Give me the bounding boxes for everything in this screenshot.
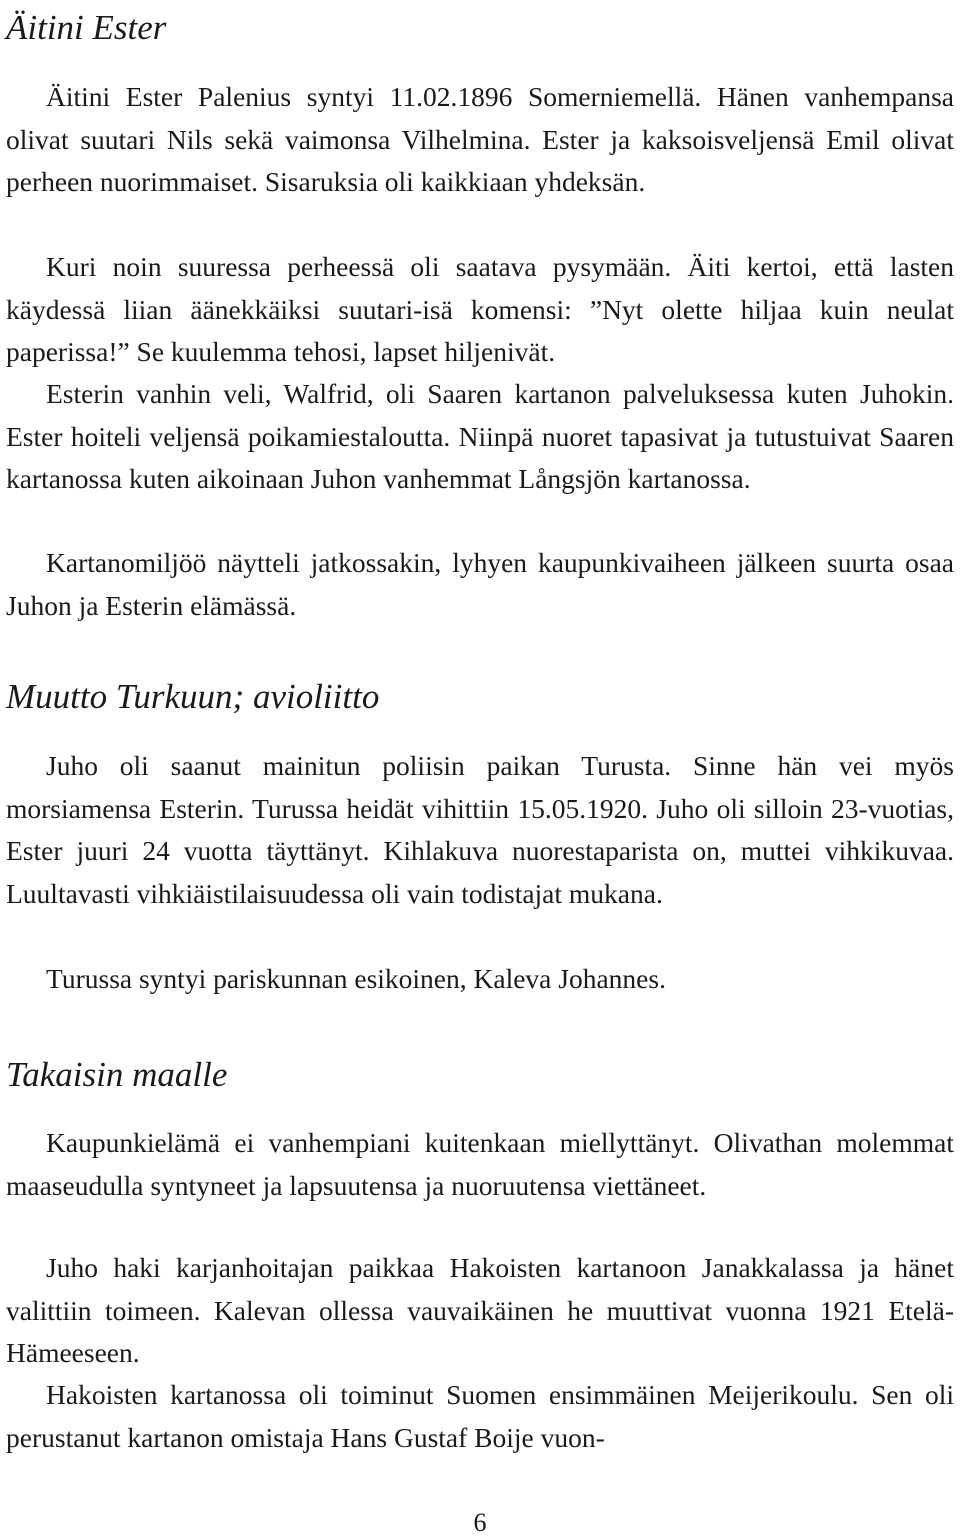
section-heading-muutto-turkuun: Muutto Turkuun; avioliitto xyxy=(6,677,380,716)
section-heading-aitini-ester: Äitini Ester xyxy=(6,8,167,47)
paragraph-city-life: Kaupunkielämä ei vanhempiani kuitenkaan miellyttänyt. Olivathan molemmat maaseudulla syntyneet ja lapsuutensa ja nuoruutensa viettäneet. xyxy=(6,1127,954,1201)
paragraph-hakoinen-job: Juho haki karjanhoitajan paikkaa Hakoisten kartanoon Janakkalassa ja hänet valittiin toimeen. Kalevan ollessa vauvaikäinen he muuttivat vuonna 1921 Etelä-Hämeeseen. xyxy=(6,1252,954,1369)
paragraph-manor-milieu: Kartanomiljöö näytteli jatkossakin, lyhyen kaupunkivaiheen jälkeen suurta osaa Juhon ja Esterin elämässä. xyxy=(6,547,954,621)
section-heading-takaisin-maalle: Takaisin maalle xyxy=(6,1055,228,1094)
paragraph-walfrid: Esterin vanhin veli, Walfrid, oli Saaren kartanon palveluksessa kuten Juhokin. Ester hoiteli veljensä poikamiestaloutta. Niinpä nuoret tapasivat ja tutustuivat Saaren kartanossa kuten aikoinaan Juhon vanhemmat Långsjön kartanossa. xyxy=(6,378,954,495)
paragraph-firstborn: Turussa syntyi pariskunnan esikoinen, Kaleva Johannes. xyxy=(46,963,666,994)
paragraph-dairy-school: Hakoisten kartanossa oli toiminut Suomen ensimmäinen Meijerikoulu. Sen oli perustanut kartanon omistaja Hans Gustaf Boije vuon- xyxy=(6,1379,954,1453)
paragraph-discipline: Kuri noin suuressa perheessä oli saatava pysymään. Äiti kertoi, että lasten käydessä liian äänekkäiksi suutari-isä komensi: ”Nyt olette hiljaa kuin neulat paperissa!” Se kuulemma tehosi, lapset hiljenivät. xyxy=(6,251,954,368)
paragraph-turku-wedding: Juho oli saanut mainitun poliisin paikan Turusta. Sinne hän vei myös morsiamensa Esterin. Turussa heidät vihittiin 15.05.1920. Juho oli silloin 23-vuotias, Ester juuri 24 vuotta täyttänyt. Kihlakuva nuorestaparista on, muttei vihkikuvaa. Luultavasti vihkiäistilaisuudessa oli vain todistajat mukana. xyxy=(6,750,954,909)
page-number: 6 xyxy=(473,1508,487,1537)
paragraph-birth: Äitini Ester Palenius syntyi 11.02.1896 Somerniemellä. Hänen vanhempansa olivat suutari Nils sekä vaimonsa Vilhelmina. Ester ja kaksoisveljensä Emil olivat perheen nuorimmaiset. Sisaruksia oli kaikkiaan yhdeksän. xyxy=(6,81,954,198)
